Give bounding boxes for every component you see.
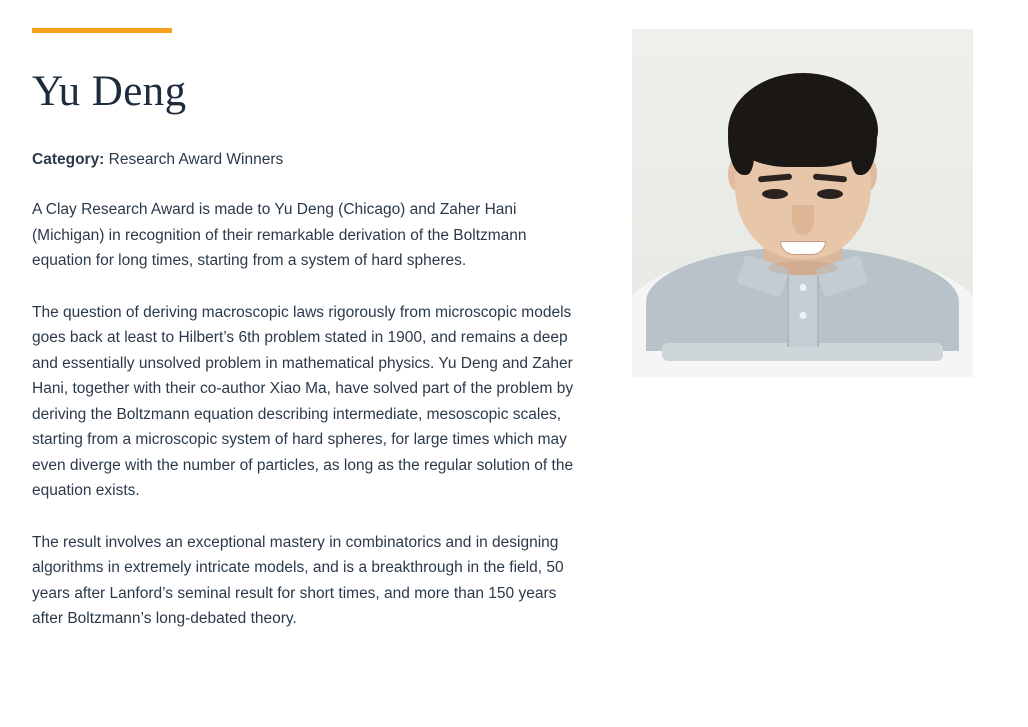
portrait-image	[632, 29, 973, 377]
portrait-shirt-button-top	[799, 284, 806, 291]
category-line	[32, 148, 584, 171]
body-paragraph-3: The result involves an exceptional mastery in combinatorics and in designing algorithms in extremely intricate models, and is a breakthrough in the field, 50 years after Lanford’s seminal result for short times, and more than 150 years after Boltzmann’s long-debated theory.	[32, 533, 564, 628]
portrait-eye-left	[762, 189, 788, 199]
body-paragraph-1: A Clay Research Award is made to Yu Deng (Chicago) and Zaher Hani (Michigan) in recognition of their remarkable derivation of the Boltzmann equation for long times, starting from a system of hard spheres.	[32, 201, 527, 270]
category-label: Category:	[32, 151, 105, 169]
portrait-mouth	[780, 241, 826, 255]
accent-rule-divider	[32, 28, 172, 33]
portrait-photo	[632, 29, 973, 377]
portrait-chin-shadow	[768, 261, 838, 275]
portrait-eye-right	[817, 189, 843, 199]
portrait-nose	[792, 205, 814, 235]
article-content	[32, 0, 584, 658]
page-title: Yu Deng	[32, 68, 187, 115]
portrait-shirt-button-bottom	[799, 312, 806, 319]
body-paragraph-2: The question of deriving macroscopic laws rigorously from microscopic models goes back at least to Hilbert’s 6th problem stated in 1900, and remains a deep and essentially unsolved problem in mathematical physics. Yu Deng and Zaher Hani, together with their co-author Xiao Ma, have solved part of the problem by deriving the Boltzmann equation describing intermediate, mesoscopic scales, starting from a microscopic system of hard spheres, for large times which may even diverge with the number of particles, as long as the regular solution of the equation exists.	[32, 303, 574, 500]
category-value: Research Award Winners	[104, 151, 284, 169]
